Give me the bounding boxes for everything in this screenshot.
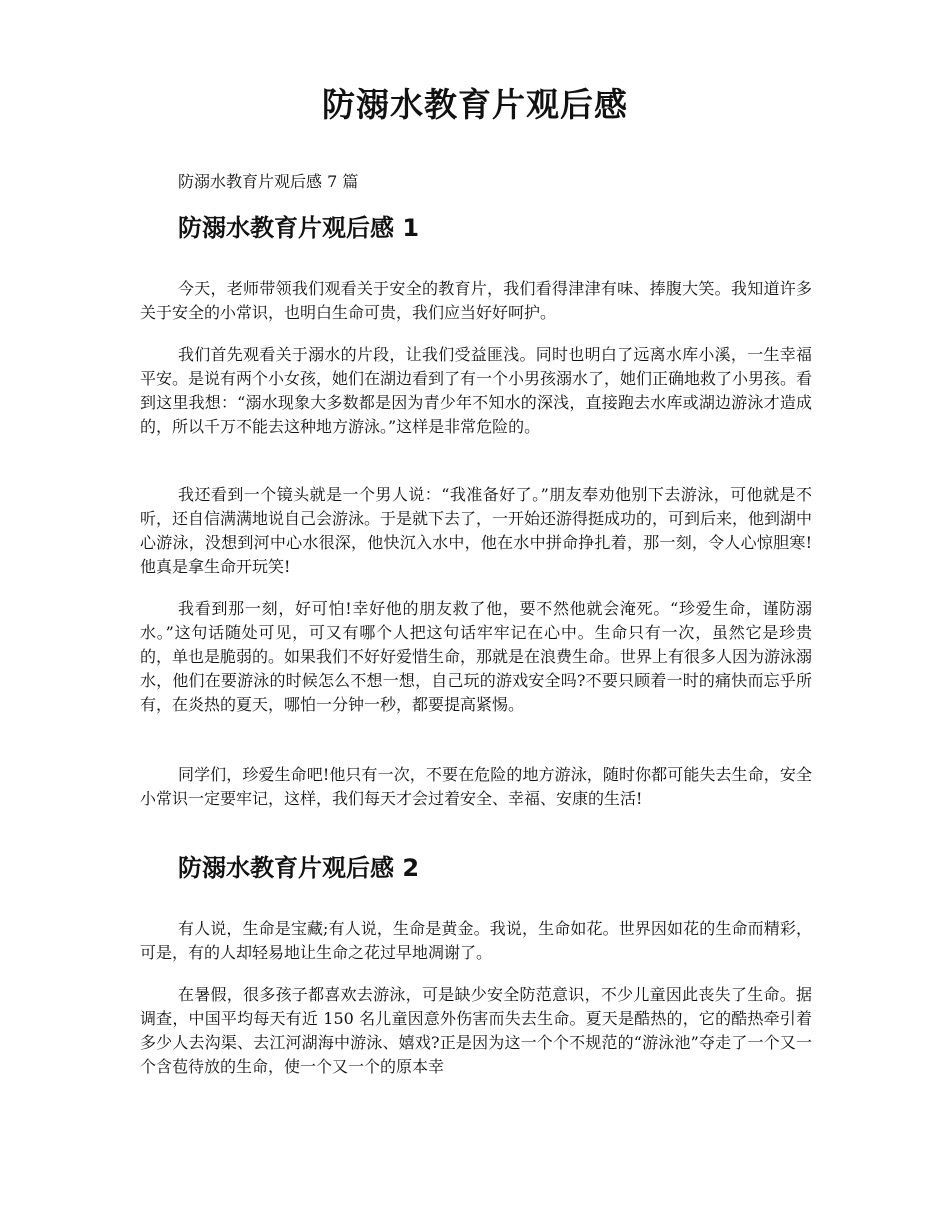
section-2-paragraph-2: 在暑假，很多孩子都喜欢去游泳，可是缺少安全防范意识，不少儿童因此丧失了生命。据调查，中国平均每天有近 150 名儿童因意外伤害而失去生命。夏天是酷热的，它的酷热牵引着多少人去沟渠、去江河湖海中游泳、嬉戏?正是因为这一个个不规范的“游泳池”夺走了一个又一个含苞待放的生命，使一个又一个的原本幸 <box>140 985 812 1076</box>
section-1-paragraph-1: 今天，老师带领我们观看关于安全的教育片，我们看得津津有味、捧腹大笑。我知道许多关于安全的小常识，也明白生命可贵，我们应当好好呵护。 <box>140 279 812 322</box>
document-title: 防溺水教育片观后感 <box>322 85 628 124</box>
section-heading-1: 防溺水教育片观后感 1 <box>178 214 420 242</box>
section-heading-2: 防溺水教育片观后感 2 <box>178 854 420 882</box>
section-1-paragraph-2: 我们首先观看关于溺水的片段，让我们受益匪浅。同时也明白了远离水库小溪，一生幸福平安。是说有两个小女孩，她们在湖边看到了有一个小男孩溺水了，她们正确地救了小男孩。看到这里我想：“溺水现象大多数都是因为青少年不知水的深浅，直接跑去水库或湖边游泳才造成的，所以千万不能去这种地方游泳。”这样是非常危险的。 <box>140 345 813 436</box>
section-1-paragraph-4: 我看到那一刻，好可怕!幸好他的朋友救了他，要不然他就会淹死。“珍爱生命，谨防溺水。”这句话随处可见，可又有哪个人把这句话牢牢记在心中。生命只有一次，虽然它是珍贵的，单也是脆弱的。如果我们不好好爱惜生命，那就是在浪费生命。世界上有很多人因为游泳溺水，他们在要游泳的时候怎么不想一想，自己玩的游戏安全吗?不要只顾着一时的痛快而忘乎所有，在炎热的夏天，哪怕一分钟一秒，都要提高紧惕。 <box>140 599 813 714</box>
section-2-paragraph-1: 有人说，生命是宝藏;有人说，生命是黄金。我说，生命如花。世界因如花的生命而精彩，可是，有的人却轻易地让生命之花过早地凋谢了。 <box>140 919 812 962</box>
document-subtitle: 防溺水教育片观后感 7 篇 <box>178 172 359 191</box>
section-1-paragraph-5: 同学们，珍爱生命吧!他只有一次，不要在危险的地方游泳，随时你都可能失去生命，安全小常识一定要牢记，这样，我们每天才会过着安全、幸福、安康的生活! <box>140 765 812 808</box>
section-1-paragraph-3: 我还看到一个镜头就是一个男人说：“我准备好了。”朋友奉劝他别下去游泳，可他就是不听，还自信满满地说自己会游泳。于是就下去了，一开始还游得挺成功的，可到后来，他到湖中心游泳，没想到河中心水很深，他快沉入水中，他在水中拼命挣扎着，那一刻，令人心惊胆寒!他真是拿生命开玩笑! <box>140 485 813 576</box>
